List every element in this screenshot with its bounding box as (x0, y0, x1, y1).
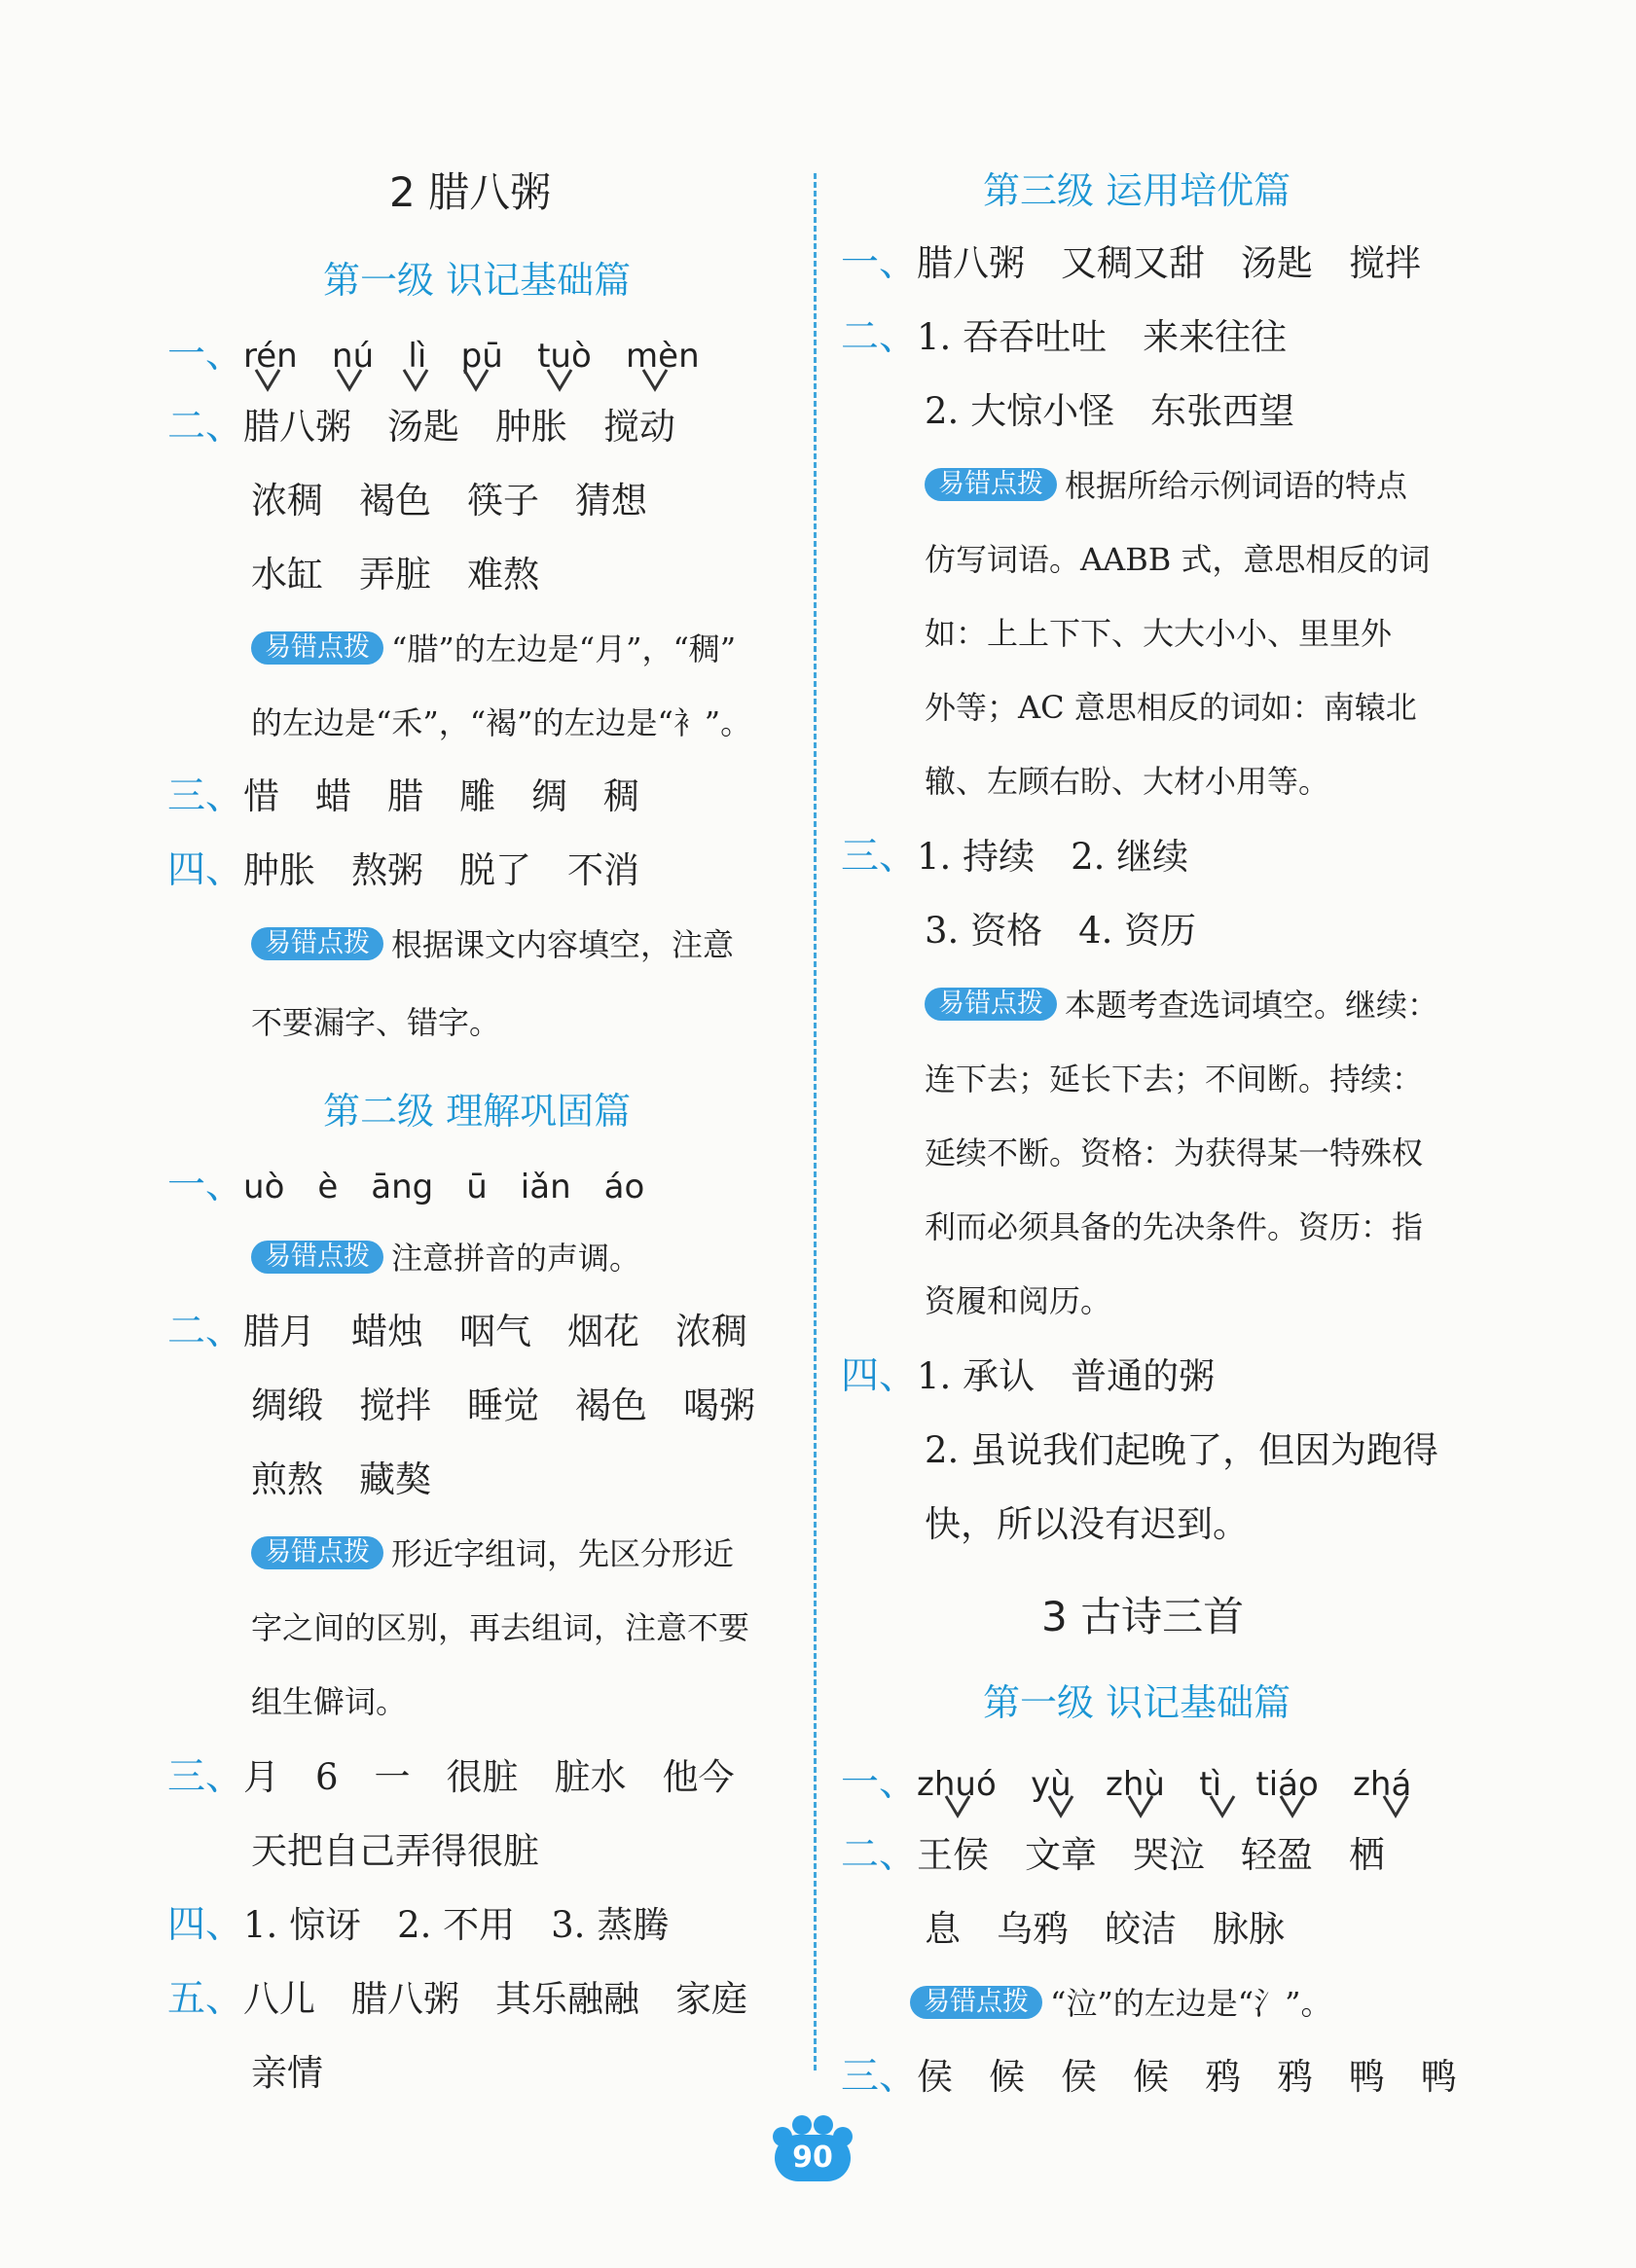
note-3-text-1: 注意拼音的声调。 (391, 1240, 641, 1277)
r-q1-number: 一、 (841, 241, 918, 285)
s2q3-line-1: 月 6 一 很脏 脏水 他今 (243, 1756, 735, 1798)
q1-pinyin-1: rén (243, 337, 298, 376)
s4q1-pinyin-5: tiáo (1255, 1765, 1319, 1804)
error-tip-badge: 易错点拨 (910, 1986, 1042, 2019)
s2q3-row-1 (167, 1753, 735, 1802)
r-q2-row-1 (841, 313, 1287, 362)
r-q3-line-2: 3. 资格 4. 资历 (925, 910, 1197, 952)
note-5-line-2: 仿写词语。AABB 式，意思相反的词 (925, 541, 1431, 578)
s2q1-number: 一、 (167, 1164, 244, 1207)
s2q5-row-1 (167, 1975, 747, 2024)
r-q2-line-1: 1. 吞吞吐吐 来来往往 (917, 316, 1288, 358)
note-2-line-2: 不要漏字、错字。 (251, 1004, 501, 1041)
note-1-text-1: “腊”的左边是“月”，“稠” (391, 630, 737, 667)
error-tip-badge: 易错点拨 (925, 988, 1057, 1021)
note-2-text-1: 根据课文内容填空，注意 (391, 926, 735, 963)
q1-pinyin-6: mèn (626, 337, 700, 376)
r-q3-line-1: 1. 持续 2. 继续 (917, 836, 1189, 878)
note-6-text-1: 本题考查选词填空。继续： (1065, 987, 1439, 1024)
r-q2-number: 二、 (841, 315, 918, 359)
r-q1-line-1: 腊八粥 又稠又甜 汤匙 搅拌 (917, 242, 1422, 284)
note-6-line-4: 利而必须具备的先决条件。资历：指 (925, 1208, 1424, 1245)
lesson-title-2: 2 腊八粥 (389, 168, 552, 216)
q2-number: 二、 (167, 405, 244, 449)
note-5-line-5: 辙、左顾右盼、大材小用等。 (925, 763, 1330, 800)
paw-toe-icon (814, 2115, 833, 2135)
q2-line-2: 浓稠 褐色 筷子 猜想 (251, 480, 647, 522)
r-q4-number: 四、 (841, 1354, 918, 1398)
section-heading-level3: 第三级 运用培优篇 (983, 169, 1291, 212)
q2-row-1 (167, 403, 675, 451)
note-5-line-4: 外等；AC 意思相反的词如：南辕北 (925, 689, 1417, 726)
r-q1-row (841, 239, 1421, 288)
r-q3-number: 三、 (841, 835, 918, 879)
q2-line-1: 腊八粥 汤匙 肿胀 搅动 (243, 406, 676, 448)
s4q3-line-1: 侯 候 侯 候 鸦 鸦 鸭 鸭 (917, 2056, 1458, 2098)
s4q2-row-1 (841, 1831, 1385, 1880)
note-4-line-3: 组生僻词。 (251, 1683, 408, 1720)
s2q1-pinyin: uò è āng ū iǎn áo (243, 1168, 645, 1206)
q2-line-3: 水缸 弄脏 难熬 (251, 554, 539, 595)
s4q1-pinyin-4: tì (1199, 1765, 1222, 1804)
q3-line-1: 惜 蜡 腊 雕 绸 稠 (243, 775, 640, 817)
note-1-line-1 (251, 625, 736, 673)
error-tip-badge: 易错点拨 (251, 631, 383, 665)
s4q1-pinyin-6: zhá (1353, 1765, 1412, 1804)
q1-pinyin-2: nú (332, 337, 375, 376)
note-5-line-1 (925, 461, 1407, 510)
q4-row (167, 846, 639, 895)
r-q2-line-2: 2. 大惊小怪 东张西望 (925, 390, 1295, 432)
error-tip-badge: 易错点拨 (925, 468, 1057, 501)
s2q4-number: 四、 (167, 1903, 244, 1947)
column-divider (814, 173, 817, 2070)
s2q2-row-1 (167, 1308, 747, 1356)
error-tip-badge: 易错点拨 (251, 1536, 383, 1569)
s4q1-pinyin-3: zhù (1106, 1765, 1165, 1804)
s2q4-row (167, 1901, 669, 1950)
s4q2-number: 二、 (841, 1833, 918, 1877)
error-tip-badge: 易错点拨 (251, 927, 383, 960)
s2q5-line-2: 亲情 (251, 2052, 323, 2094)
s2q3-number: 三、 (167, 1755, 244, 1799)
note-4-line-2: 字之间的区别，再去组词，注意不要 (251, 1609, 750, 1646)
q4-line-1: 肿胀 熬粥 脱了 不消 (243, 849, 640, 891)
tone-checkmarks (248, 366, 696, 393)
s2q1-row (167, 1162, 644, 1211)
q1-pinyin-3: lì (408, 337, 427, 376)
r-q4-line-2: 2. 虽说我们起晚了，但因为跑得 (925, 1429, 1439, 1471)
s4q2-line-2: 息 乌鸦 皎洁 脉脉 (925, 1908, 1285, 1950)
s2q4-line-1: 1. 惊讶 2. 不用 3. 蒸腾 (243, 1904, 670, 1946)
q3-number: 三、 (167, 774, 244, 818)
s4q1-pinyin-1: zhuó (917, 1765, 997, 1804)
s2q5-number: 五、 (167, 1977, 244, 2021)
s2q2-line-3: 煎熬 藏獒 (251, 1458, 431, 1500)
r-q4-line-3: 快，所以没有迟到。 (925, 1503, 1249, 1545)
note-5-text-1: 根据所给示例词语的特点 (1065, 467, 1408, 504)
note-6-line-1 (925, 981, 1438, 1029)
note-6-line-2: 连下去；延长下去；不间断。持续： (925, 1061, 1424, 1098)
page-number-badge (769, 2113, 856, 2181)
section-heading-level1: 第一级 识记基础篇 (323, 259, 632, 302)
r-q4-row-1 (841, 1352, 1215, 1401)
error-tip-badge: 易错点拨 (251, 1241, 383, 1274)
note-4-line-1 (251, 1530, 734, 1578)
s4q1-pinyin-2: yù (1031, 1765, 1072, 1804)
s2q5-line-1: 八儿 腊八粥 其乐融融 家庭 (243, 1978, 748, 2020)
q1-pinyin-4: pū (460, 337, 503, 376)
note-4-text-1: 形近字组词，先区分形近 (391, 1535, 735, 1572)
note-2-line-1 (251, 920, 734, 969)
note-1-line-2: 的左边是“禾”，“褐”的左边是“衤”。 (251, 704, 752, 741)
note-3-line-1 (251, 1234, 640, 1282)
note-7-line-1 (910, 1979, 1331, 2028)
note-7-text-1: “泣”的左边是“氵”。 (1050, 1985, 1332, 2022)
s4q3-row (841, 2053, 1457, 2102)
tone-checkmarks-b (942, 1792, 1526, 1819)
r-q3-row-1 (841, 833, 1188, 882)
s2q2-line-2: 绸缎 搅拌 睡觉 褐色 喝粥 (251, 1385, 755, 1426)
q1-number: 一、 (167, 333, 244, 377)
section-heading-level2: 第二级 理解巩固篇 (323, 1090, 632, 1133)
section-heading-level1-b: 第一级 识记基础篇 (983, 1681, 1291, 1724)
note-6-line-5: 资履和阅历。 (925, 1282, 1112, 1319)
s2q2-number: 二、 (167, 1310, 244, 1353)
s2q2-line-1: 腊月 蜡烛 咽气 烟花 浓稠 (243, 1311, 748, 1352)
q3-row (167, 773, 639, 821)
s4q2-line-1: 王侯 文章 哭泣 轻盈 栖 (917, 1834, 1386, 1876)
s4q3-number: 三、 (841, 2055, 918, 2099)
note-5-line-3: 如：上上下下、大大小小、里里外 (925, 615, 1393, 652)
q1-pinyin-5: tuò (537, 337, 592, 376)
s2q3-line-2: 天把自己弄得很脏 (251, 1830, 539, 1872)
page-number: 90 (792, 2141, 833, 2175)
paw-toe-icon (792, 2115, 812, 2135)
note-6-line-3: 延续不断。资格：为获得某一特殊权 (925, 1134, 1424, 1171)
r-q4-line-1: 1. 承认 普通的粥 (917, 1355, 1216, 1397)
lesson-title-3: 3 古诗三首 (1041, 1593, 1245, 1640)
q4-number: 四、 (167, 848, 244, 892)
s4q1-number: 一、 (841, 1761, 918, 1805)
